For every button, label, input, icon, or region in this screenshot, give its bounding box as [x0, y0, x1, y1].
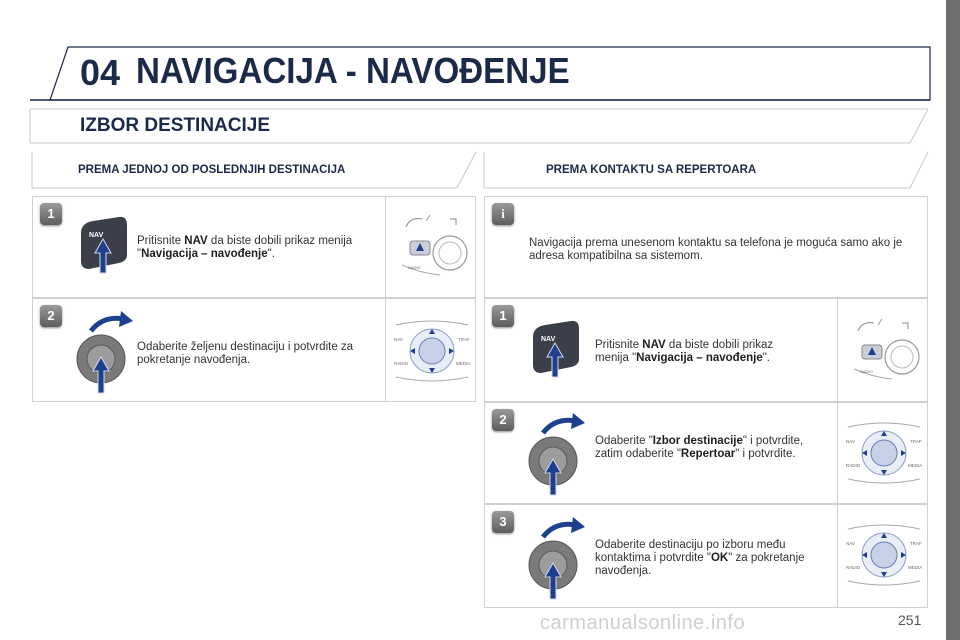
- step-badge: 1: [40, 203, 62, 225]
- left-step-2-image: [385, 299, 476, 401]
- panel-label-radio: RADIO: [846, 463, 861, 468]
- panel-label-nav: NAV: [394, 337, 403, 342]
- panel-label-media: MEDIA: [456, 361, 471, 366]
- control-panel-illustration: [844, 421, 924, 485]
- right-step-3-image: [837, 505, 928, 607]
- right-step-3: [484, 504, 928, 608]
- right-info-box: [484, 196, 928, 298]
- step-badge: 1: [492, 305, 514, 327]
- svg-text:RADIO: RADIO: [408, 265, 421, 270]
- rotary-knob-illustration: [523, 515, 603, 603]
- panel-label-traf: TRAF: [458, 337, 470, 342]
- watermark: carmanualsonline.info: [540, 612, 746, 634]
- panel-label-media: MEDIA: [908, 565, 923, 570]
- info-icon: i: [492, 203, 514, 225]
- chapter-number: 04: [80, 52, 121, 93]
- nav-button-illustration: [527, 315, 587, 381]
- right-info-text: Navigacija prema unesenom kontaktu sa telefona je moguća samo ako je adresa kompatibilna sa sistemom.: [529, 237, 903, 262]
- right-step-2: [484, 402, 928, 504]
- right-step-1-text: Pritisnite NAV da biste dobili prikaz menija "Navigacija – navođenje".: [595, 339, 774, 364]
- nav-button-label: NAV: [541, 336, 556, 343]
- left-step-1-text: Pritisnite NAV da biste dobili prikaz menija "Navigacija – navođenje".: [137, 235, 353, 260]
- panel-label-radio: RADIO: [846, 565, 861, 570]
- right-step-1-image: [837, 299, 928, 401]
- right-step-2-image: [837, 403, 928, 503]
- rotary-knob-illustration: [523, 411, 603, 499]
- right-column-title: PREMA KONTAKTU SA REPERTOARA: [546, 164, 757, 176]
- dashboard-nav-illustration: [852, 317, 922, 387]
- page-number: 251: [898, 612, 922, 628]
- dashboard-nav-illustration: [400, 213, 470, 283]
- svg-text:RADIO: RADIO: [860, 369, 873, 374]
- left-step-1: [32, 196, 476, 298]
- right-step-3-text: Odaberite destinaciju po izboru među kontaktima i potvrdite "OK" za pokretanje navođenja.: [595, 539, 805, 577]
- left-step-2-text: Odaberite željenu destinaciju i potvrdite za pokretanje navođenja.: [137, 341, 354, 366]
- left-column-title: PREMA JEDNOJ OD POSLEDNJIH DESTINACIJA: [78, 164, 346, 176]
- panel-label-traf: TRAF: [910, 439, 922, 444]
- step-badge: 3: [492, 511, 514, 533]
- panel-label-media: MEDIA: [908, 463, 923, 468]
- nav-button-label: NAV: [89, 232, 104, 239]
- right-step-1: [484, 298, 928, 402]
- chapter-title: NAVIGACIJA - NAVOĐENJE: [136, 50, 570, 91]
- panel-label-radio: RADIO: [394, 361, 409, 366]
- step-badge: 2: [492, 409, 514, 431]
- right-step-2-text: Odaberite "Izbor destinacije" i potvrdite, zatim odaberite "Repertoar" i potvrdite.: [595, 435, 804, 460]
- left-step-1-image: [385, 197, 476, 297]
- section-title: IZBOR DESTINACIJE: [80, 115, 271, 136]
- nav-button-illustration: [75, 211, 135, 277]
- control-panel-illustration: [392, 319, 472, 383]
- panel-label-nav: NAV: [846, 439, 855, 444]
- left-step-2: [32, 298, 476, 402]
- panel-label-traf: TRAF: [910, 541, 922, 546]
- panel-label-nav: NAV: [846, 541, 855, 546]
- control-panel-illustration: [844, 523, 924, 587]
- step-badge: 2: [40, 305, 62, 327]
